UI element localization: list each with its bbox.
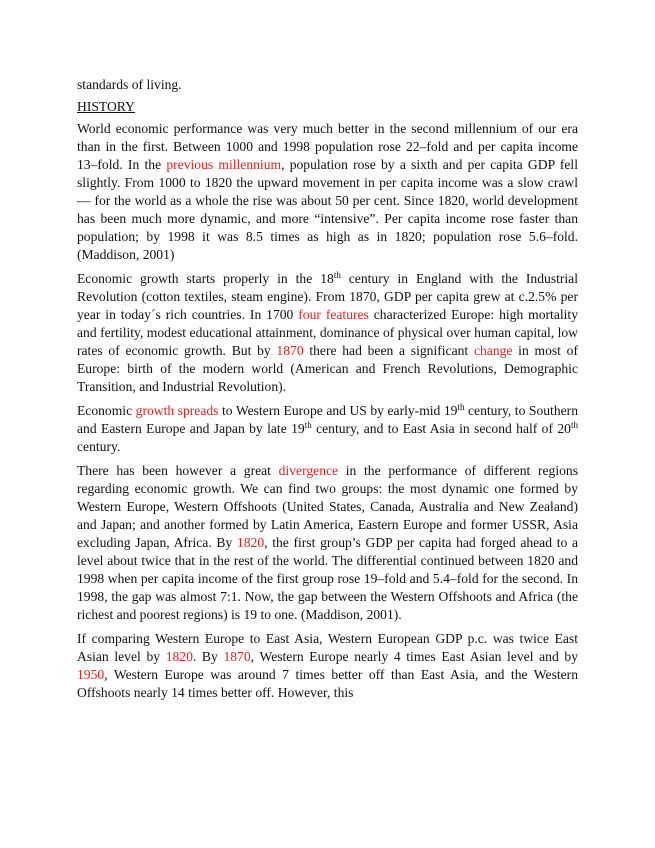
paragraph-3: Economic growth spreads to Western Europe and US by early-mid 19th century, to Southern and Eastern Europe and Japan by late 19th century, and to East Asia in second half of 20th century. [77,402,578,454]
paragraph-1: World economic performance was very much better in the second millennium of our era than in the first. Between 1000 and 1998 population rose 22–fold and per capita income 13–fold. In the previous millennium, population rose by a sixth and per capita GDP fell slightly. From 1000 to 1820 the upward movement in per capita income was a slow crawl — for the world as a whole the rise was about 50 per cent. Since 1820, world development has been much more dynamic, and more “intensive”. Per capita income rose faster than population; by 1998 it was 8.5 times as high as in 1820; population rose 5.6–fold. (Maddison, 2001) [77,121,578,262]
highlight-text: 1950 [77,667,105,682]
highlight-text: 1820 [236,535,265,550]
paragraph-5: If comparing Western Europe to East Asia, Western European GDP p.c. was twice East Asian level by 1820. By 1870, Western Europe nearly 4 times East Asian level and by 1950, Western Europe was around 7 times better off than East Asia, and the Western Offshoots nearly 14 times better off. However, this [77,631,579,700]
paragraph-4: There has been however a great divergence in the performance of different regions regarding economic growth. We can find two groups: the most dynamic one formed by Western Europe, Western Offshoots (United States, Canada, Australia and New Zealand) and Japan; and another formed by Latin America, Eastern Europe and former USSR, Asia excluding Japan, Africa. By 1820, the first group’s GDP per capita had forged ahead to a level about twice that in the rest of the world. The differential continued between 1820 and 1998 when per capita income of the first group rose 19–fold and 5.4–fold for the second. In 1998, the gap was almost 7:1. Now, the gap between the Western Offshoots and Africa (the richest and poorest regions) is 19 to one. (Maddison, 2001). [77,463,578,622]
superscript: th [333,270,341,280]
highlight-text: previous millennium [166,157,282,172]
highlight-text: growth spreads [135,403,219,418]
paragraph-2: Economic growth starts properly in the 18th century in England with the Industrial Revolution (cotton textiles, steam engine). From 1870, GDP per capita grew at c.2.5% per year in today´s rich countries. In 1700 four features characterized Europe: high mortality and fertility, modest educational attainment, dominance of physical over human capital, low rates of economic growth. But by 1870 there had been a significant change in most of Europe: birth of the modern world (American and French Revolutions, Demographic Transition, and Industrial Revolution). [77,270,578,394]
document-page [77,76,578,708]
highlight-text: 1870 [276,343,304,358]
superscript: th [304,420,312,430]
highlight-text: four features [298,307,369,322]
highlight-text: 1820 [165,649,193,664]
superscript: th [570,420,578,430]
lead-line: standards of living. [77,77,182,92]
superscript: th [457,402,465,412]
highlight-text: 1870 [223,649,251,664]
highlight-text: divergence [278,463,339,478]
section-heading: HISTORY [77,99,135,114]
highlight-text: change [473,343,513,358]
